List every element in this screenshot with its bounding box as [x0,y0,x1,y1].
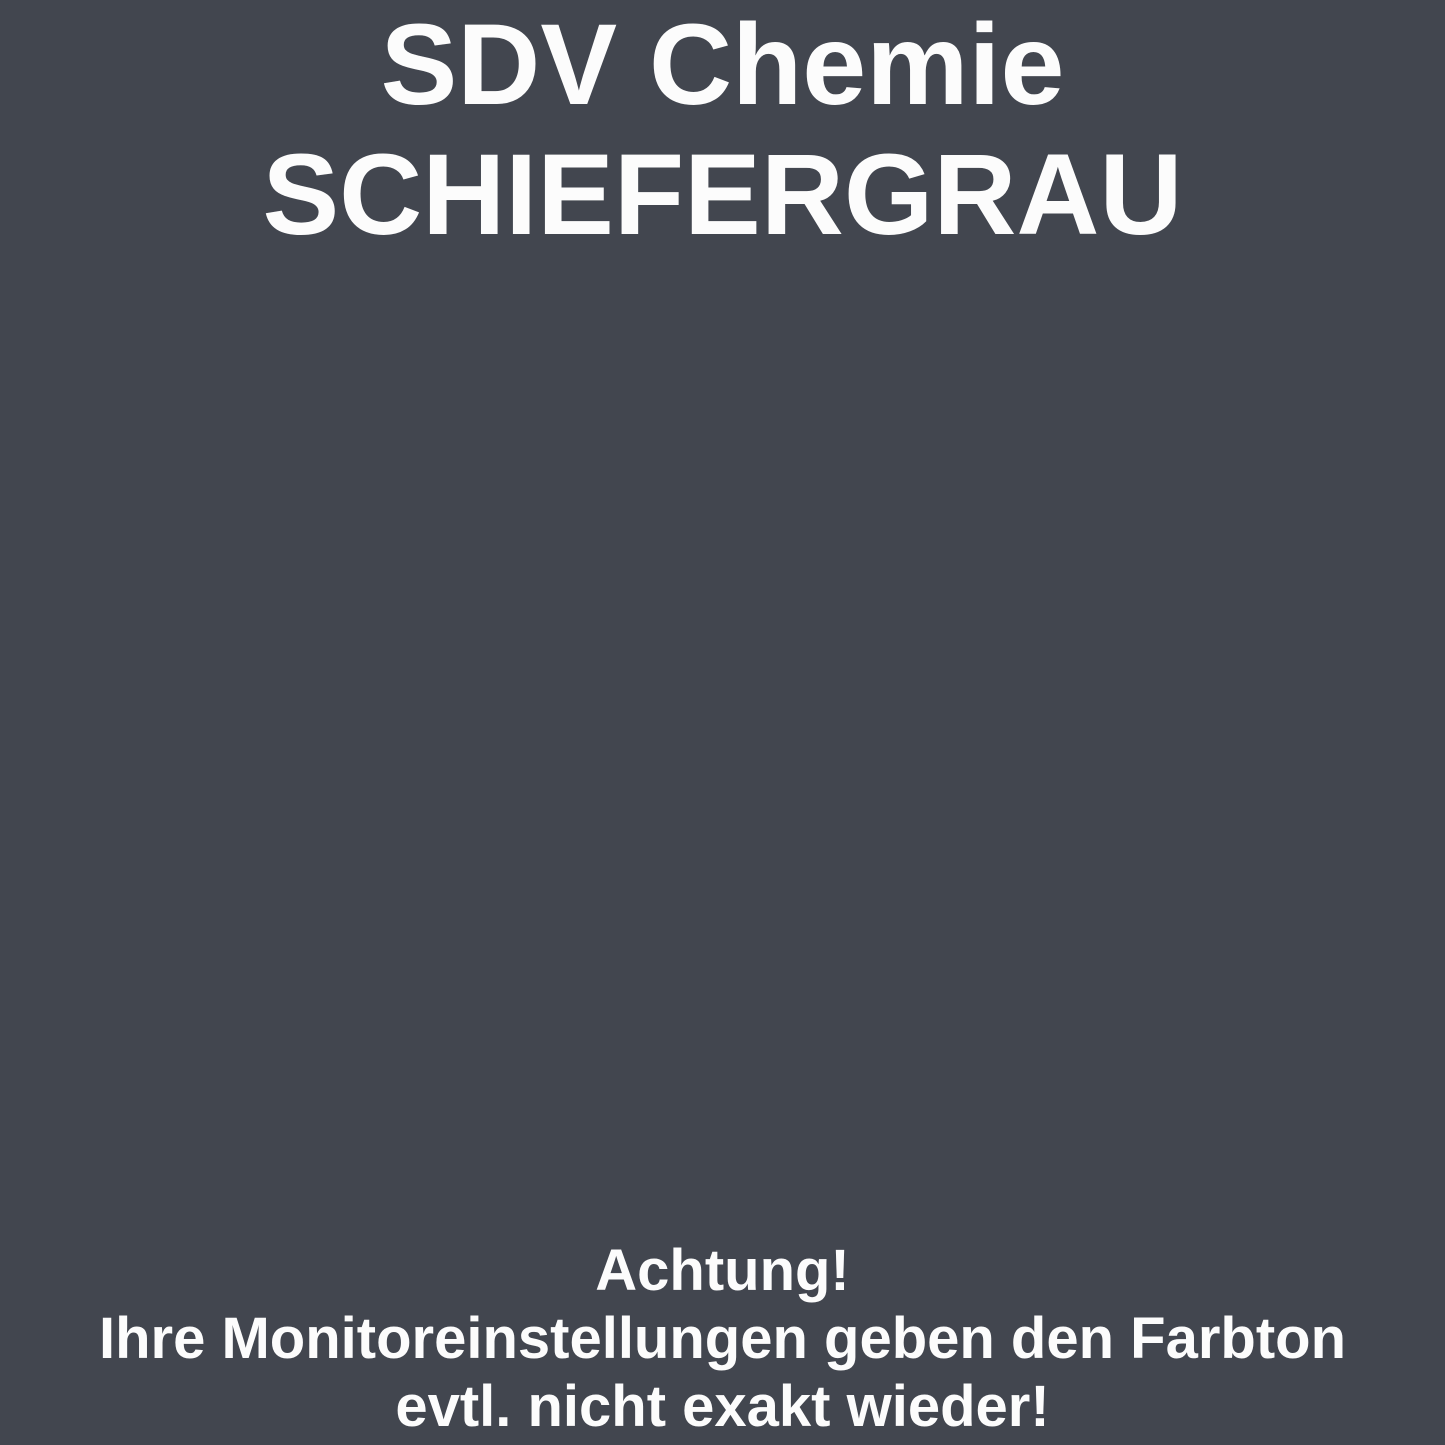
warning-text-line1: Ihre Monitoreinstellungen geben den Farbton [98,1306,1347,1371]
color-name: SCHIEFERGRAU [262,131,1183,259]
warning-text-line2: evtl. nicht exakt wieder! [395,1374,1050,1439]
swatch-title [0,0,1445,260]
brand-name: SDV Chemie [380,1,1065,129]
warning-heading: Achtung! [595,1238,850,1303]
monitor-warning [0,1237,1445,1441]
